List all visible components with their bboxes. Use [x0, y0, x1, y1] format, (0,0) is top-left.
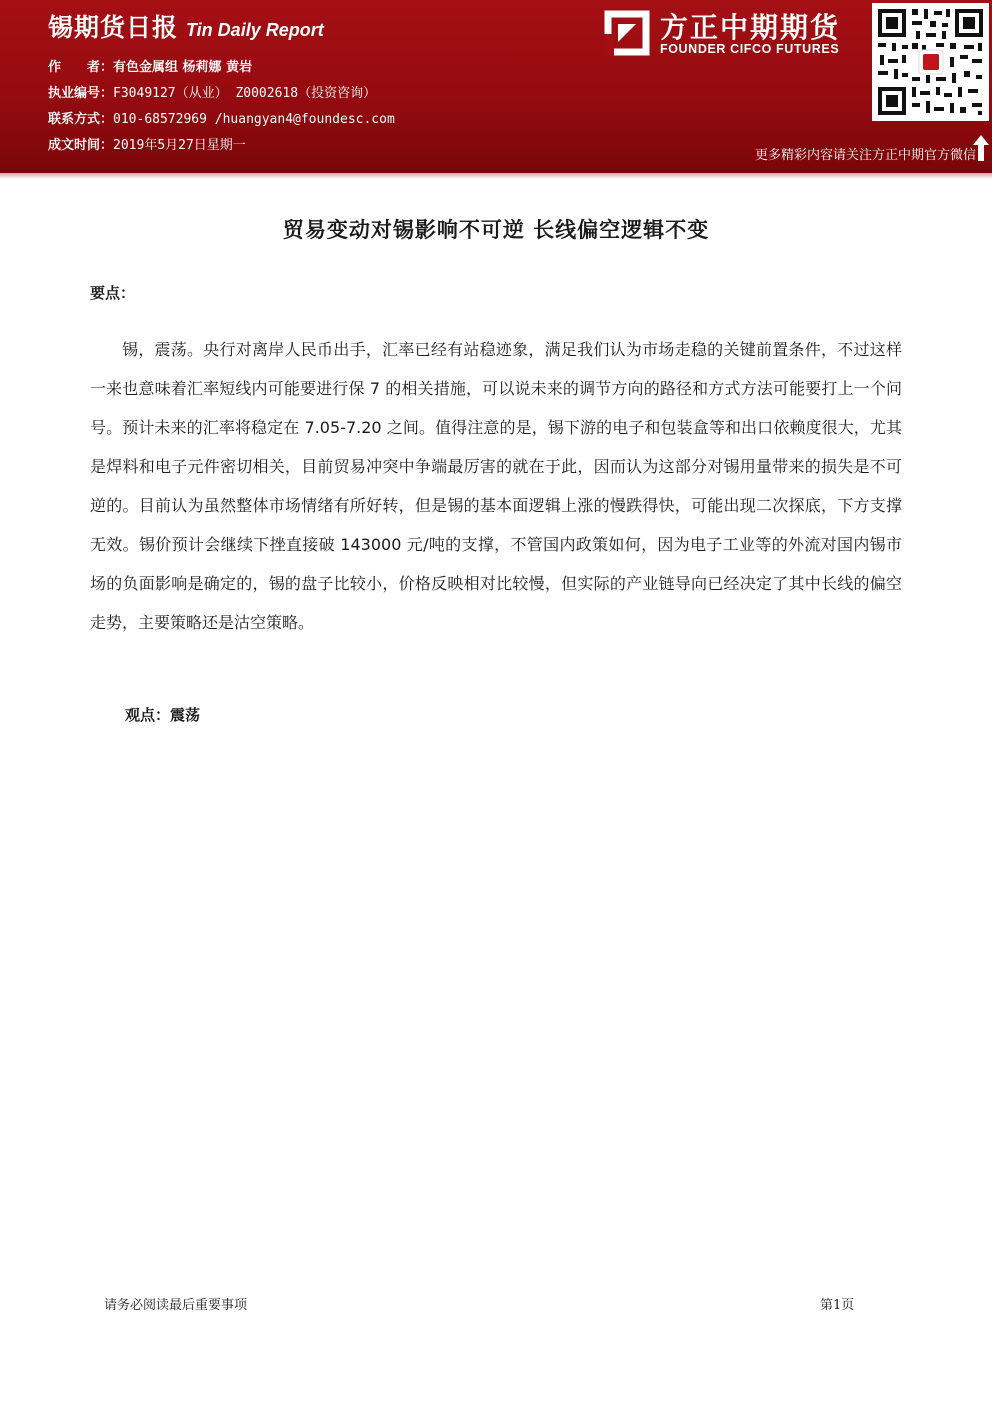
report-title-en: Tin Daily Report	[186, 20, 324, 40]
author-value: 有色金属组 杨莉娜 黄岩	[113, 60, 253, 75]
report-title	[48, 8, 324, 44]
contact-line	[48, 108, 395, 127]
date-label: 成文时间：	[48, 138, 114, 153]
document-title: 贸易变动对锡影响不可逆 长线偏空逻辑不变	[282, 218, 710, 242]
contact-value[interactable]: 010-68572969 /huangyan4@foundesc.com	[113, 112, 395, 127]
founder-logo-icon	[604, 10, 650, 56]
follow-wechat-text: 更多精彩内容请关注方正中期官方微信	[754, 148, 976, 163]
date-value: 2019年5月27日星期一	[113, 138, 246, 153]
footer-notice: 请务必阅读最后重要事项	[104, 1298, 248, 1313]
arrow-up-icon	[972, 134, 990, 162]
license-line	[48, 82, 376, 101]
license-label: 执业编号：	[48, 86, 114, 101]
date-line	[48, 134, 246, 153]
license-value: F3049127（从业） Z0002618（投资咨询）	[113, 86, 377, 101]
author-label: 作 者：	[48, 60, 114, 75]
report-title-cn: 锡期货日报	[48, 13, 179, 42]
key-points-paragraph: 锡，震荡。央行对离岸人民币出手，汇率已经有站稳迹象，满足我们认为市场走稳的关键前置条件，不过这样一来也意味着汇率短线内可能要进行保 7 的相关措施，可以说未来的调节方向的路径和方式方法可能要打上一个问号。预计未来的汇率将稳定在 7.05-7.20 之间。值得注意的是，锡下游的电子和包装盒等和出口依赖度很大，尤其是焊料和电子元件密切相关，目前贸易冲突中争端最厉害的就在于此，因而认为这部分对锡用量带来的损失是不可逆的。目前认为虽然整体市场情绪有所好转，但是锡的基本面逻辑上涨的慢跌得快，可能出现二次探底，下方支撑无效。锡价预计会继续下挫直接破 143000 元/吨的支撑，不管国内政策如何，因为电子工业等的外流对国内锡市场的负面影响是确定的，锡的盘子比较小，价格反映相对比较慢，但实际的产业链导向已经决定了其中长线的偏空走势，主要策略还是沽空策略。	[90, 340, 902, 632]
view-label: 观点：	[125, 706, 171, 724]
header-shadow	[0, 173, 992, 179]
author-line	[48, 56, 252, 75]
wechat-qr-code-icon	[872, 3, 989, 121]
page-number: 第1页	[820, 1298, 855, 1313]
logo-name-en: FOUNDER CIFCO FUTURES	[660, 42, 840, 56]
view-value: 震荡	[170, 706, 201, 724]
logo-name-cn: 方正中期期货	[660, 11, 841, 44]
report-header	[0, 0, 992, 173]
contact-label: 联系方式：	[48, 112, 114, 127]
view-line	[125, 704, 200, 725]
company-logo	[604, 8, 859, 60]
key-points-label: 要点：	[90, 284, 136, 302]
